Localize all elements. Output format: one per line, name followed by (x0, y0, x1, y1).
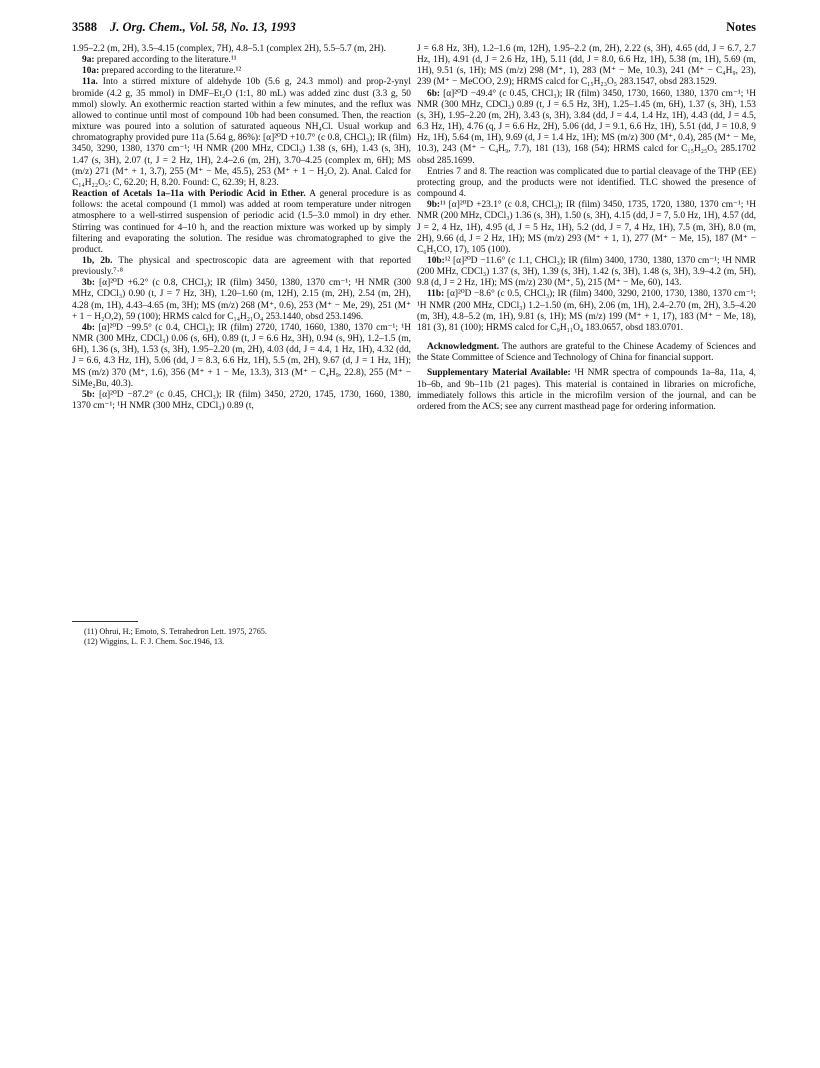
paragraph-6b: 6b: [α]²⁰D −49.4° (c 0.45, CHCl₃); IR (film) 3450, 1730, 1660, 1380, 1370 cm⁻¹; ¹H NMR (300 MHz, CDCl₃) 0.89 (t, J = 6.5 Hz, 3H), 1.25–1.45 (m, 6H), 1.37 (s, 3H), 1.53 (s, 3H), 1.95–2.20 (m, 2H), 3.43 (s, 3H), 3.84 (dd, J = 4.4, 1.4 Hz, 1H), 4.43 (dd, J = 4.5, 6.3 Hz, 1H), 4.76 (q, J = 6.6 Hz, 2H), 5.06 (dd, J = 9.1, 6.6 Hz, 1H), 5.51 (dd, J = 10.8, 9 Hz, 1H), 5.64 (m, 1H), 9.69 (d, J = 1.4 Hz, 1H); MS (m/z) 300 (M⁺, 0.4), 285 (M⁺ − Me, 10.3), 243 (M⁺ − C₄H₉, 7.7), 181 (13), 168 (54); HRMS calcd for C₁₅H₂₅O₅ 285.1702 obsd 285.1699. (417, 88, 756, 166)
paragraph-9a: 9a: prepared according to the literature.¹¹ (82, 55, 237, 66)
footnote-12: (12) Wiggins, L. F. J. Chem. Soc.1946, 13. (84, 637, 225, 647)
page-number: 3588 (72, 20, 97, 34)
paragraph-5b: 5b: [α]²⁰D −87.2° (c 0.45, CHCl₃); IR (film) 3450, 2720, 1745, 1730, 1660, 1380, 1370 cm⁻¹; ¹H NMR (300 MHz, CDCl₃) 0.89 (t, (72, 389, 411, 411)
section-name: Notes (726, 20, 756, 34)
section-heading: Reaction of Acetals 1a–11a with Periodic Acid in Ether. (72, 189, 306, 200)
paragraph-periodic-acid-reaction: Reaction of Acetals 1a–11a with Periodic Acid in Ether. A general procedure is as follows: the acetal compound (1 mmol) was added at room temperature under nitrogen atmosphere to a well-stirred suspension of periodic acid (1.5–3.0 mmol) in dry ether. Stirring was continued for 4–10 h, and the reaction mixture was worked up by simply filtering and evaporating the solution. The residue was chromatographed to give the product. (72, 189, 412, 255)
left-column (72, 44, 411, 412)
paragraph-10a: 10a: prepared according to the literature.¹² (82, 66, 242, 77)
paragraph-5b-continued: J = 6.8 Hz, 3H), 1.2–1.6 (m, 12H), 1.95–2.2 (m, 2H), 2.22 (s, 3H), 4.65 (dd, J = 6.7, 2.7 Hz, 1H), 4.91 (d, J = 2.6 Hz, 1H), 5.11 (dd, J = 8.0, 6.6 Hz, 1H), 5.38 (m, 1H), 5.69 (m, 1H), 9.51 (s, 1H); MS (m/z) 298 (M⁺, 1), 283 (M⁺ − Me, 10.3), 241 (M⁺ − C₄H₉, 23), 239 (M⁺ − MeCOO, 2.9); HRMS calcd for C₁₅H₂₃O₅ 283.1547, obsd 283.1529. (417, 44, 756, 88)
supplementary-material: Supplementary Material Available: ¹H NMR spectra of compounds 1a–8a, 11a, 4, 1b–6b, and 9b–11b (21 pages). This material is contained in libraries on microfiche, immediately follows this article in the microfilm version of the journal, and can be ordered from the ACS; see any current masthead page for ordering information. (417, 368, 756, 412)
paragraph-10b: 10b:¹² [α]²⁰D −11.6° (c 1.1, CHCl₃); IR (film) 3400, 1730, 1380, 1370 cm⁻¹; ¹H NMR (200 MHz, CDCl₃) 1.37 (s, 3H), 1.39 (s, 3H), 1.42 (s, 3H), 1.48 (s, 3H), 3.9–4.2 (m, 5H), 9.8 (d, J = 2 Hz, 1H); MS (m/z) 230 (M⁺, 5), 215 (M⁺ − Me, 60), 143. (417, 255, 756, 289)
paragraph-11a: 11a. Into a stirred mixture of aldehyde 10b (5.6 g, 24.3 mmol) and prop-2-ynyl bromide (4.2 g, 35 mmol) in DMF–Et₂O (1:1, 80 mL) was added zinc dust (3.3 g, 50 mmol) slowly. An exothermic reaction started within a few minutes, and the reflux was allowed to continue until most of compound 10b had been consumed. Then, the reaction mixture was poured into a solution of saturated aqueous NH₄Cl. Usual workup and chromatography provided pure 11a (5.64 g, 86%): [α]²⁰D +10.7° (c 0.8, CHCl₃); IR (film) 3450, 3290, 1380, 1370 cm⁻¹; ¹H NMR (200 MHz, CDCl₃) 1.38 (s, 6H), 1.43 (s, 3H), 1.47 (s, 3H), 2.07 (t, J = 2 Hz, 1H), 2.4–2.6 (m, 2H), 3.70–4.25 (complex m, 6H); MS (m/z) 271 (M⁺ + 1, 3.7), 255 (M⁺ − Me, 45.5), 253 (M⁺ + 1 − H₂O, 2). Anal. Calcd for C₁₄H₂₂O₅: C, 62.20; H, 8.20. Found: C, 62.39; H, 8.23. (72, 77, 411, 188)
footnotes (84, 627, 411, 647)
right-column (417, 44, 756, 413)
paragraph-entries-7-8: Entries 7 and 8. The reaction was complicated due to partial cleavage of the THP (EE) protecting group, and the products were not identified. TLC showed the presence of compound 4. (417, 166, 756, 200)
footnote-rule (72, 621, 138, 622)
paragraph-9b: 9b:¹¹ [α]²⁰D +23.1° (c 0.8, CHCl₃); IR (film) 3450, 1735, 1720, 1380, 1370 cm⁻¹; ¹H NMR (200 MHz, CDCl₃) 1.36 (s, 3H), 1.50 (s, 3H), 4.15 (dd, J = 7, 5.0 Hz, 1H), 4.57 (dd, J = 2, 4 Hz, 1H), 4.95 (d, J = 5 Hz, 1H), 5.2 (dd, J = 7, 4 Hz, 1H), 7.5 (m, 3H), 8.0 (m, 2H), 9.66 (d, J = 2 Hz, 1H); MS (m/z) 293 (M⁺ + 1, 1), 277 (M⁺ − Me, 15), 187 (M⁺ − C₆H₅CO, 17), 105 (100). (417, 200, 756, 255)
paragraph-4b: 4b: [α]²⁰D −99.5° (c 0.4, CHCl₃); IR (film) 2720, 1740, 1660, 1380, 1370 cm⁻¹; ¹H NMR (300 MHz, CDCl₃) 0.06 (s, 6H), 0.89 (t, J = 6.6 Hz, 3H), 0.94 (s, 9H), 1.2–1.5 (m, 6H), 1.36 (s, 3H), 1.53 (s, 3H), 1.95–2.20 (m, 2H), 4.03 (dd, J = 4.4, 1 Hz, 1H), 4.32 (dd, J = 6.6, 4.3 Hz, 1H), 5.06 (dd, J = 8.3, 6.6 Hz, 1H), 5.5 (m, 2H), 9.67 (d, J = 1 Hz, 1H); MS (m/z) 370 (M⁺, 1.6), 356 (M⁺ + 1 − Me, 13.3), 313 (M⁺ − C₄H₉, 22.8), 255 (M⁺ − SiMe₂Bu, 40.3). (72, 322, 411, 389)
journal-citation: J. Org. Chem., Vol. 58, No. 13, 1993 (110, 20, 296, 34)
paragraph-11b: 11b: [α]²⁰D −8.6° (c 0.5, CHCl₃); IR (film) 3400, 3290, 2100, 1730, 1380, 1370 cm⁻¹; ¹H NMR (200 MHz, CDCl₃) 1.2–1.50 (m, 6H), 2.06 (m, 1H), 2.4–2.70 (m, 2H), 3.5–4.20 (m, 3H), 4.8–5.2 (m, 1H), 9.81 (s, 1H); MS (m/z) 199 (M⁺ + 1, 17), 183 (M⁺ − Me, 18), 181 (3), 81 (100); HRMS calcd for C₉H₁₁O₄ 183.0657, obsd 183.0701. (417, 289, 756, 333)
running-header (72, 20, 756, 40)
paragraph-3b: 3b: [α]²⁰D +6.2° (c 0.8, CHCl₃); IR (film) 3450, 1380, 1370 cm⁻¹; ¹H NMR (300 MHz, CDCl₃) 0.90 (t, J = 7 Hz, 3H), 1.20–1.60 (m, 12H), 2.15 (m, 2H), 2.54 (m, 2H), 4.28 (m, 1H), 4.43–4.65 (m, 3H); MS (m/z) 268 (M⁺, 0.6), 253 (M⁺ − Me, 29), 251 (M⁺ + 1 − H₂O,2), 59 (100); HRMS calcd for C₁₄H₂₁O₄ 253.1440, obsd 253.1496. (72, 278, 411, 322)
footnote-11: (11) Ohrui, H.; Emoto, S. Tetrahedron Lett. 1975, 2765. (84, 627, 267, 636)
acknowledgment: Acknowledgment. The authors are grateful to the Chinese Academy of Sciences and the State Committee of Science and Technology of China for financial support. (417, 342, 756, 364)
paragraph-continued: 1.95–2.2 (m, 2H), 3.5–4.15 (complex, 7H), 4.8–5.1 (complex 2H), 5.5–5.7 (m, 2H). (72, 44, 387, 54)
paragraph-1b-2b: 1b, 2b. The physical and spectroscopic data are agreement with that reported previously.⁷·⁸ (72, 255, 411, 278)
